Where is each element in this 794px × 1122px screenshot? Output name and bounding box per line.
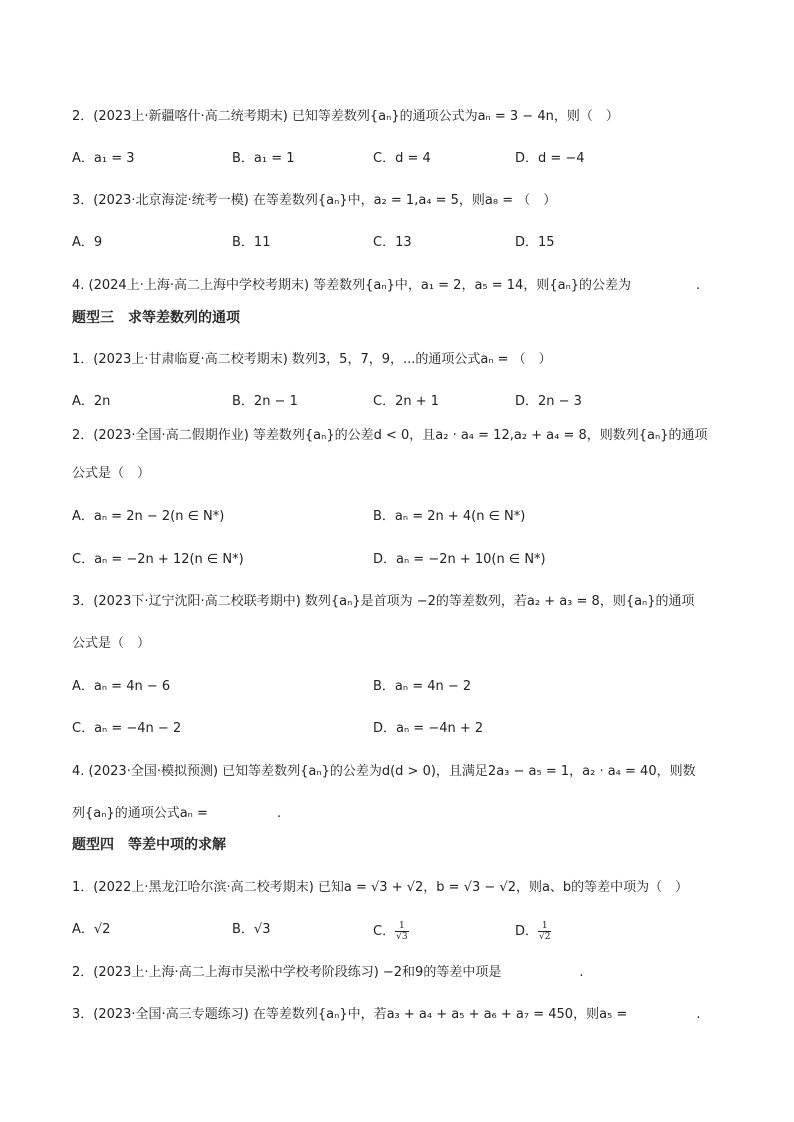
option-b[interactable]: B．a₁ = 1: [232, 151, 295, 166]
option-b[interactable]: D．aₙ = −2n + 10(n ∈ N*): [373, 552, 546, 567]
question-text: 2．(2023上·新疆喀什·高二统考期末) 已知等差数列{aₙ}的通项公式为aₙ = 3 − 4n，则（ ）: [72, 109, 619, 124]
option-a[interactable]: A．2n: [72, 394, 111, 409]
option-d[interactable]: D．d = −4: [515, 151, 585, 166]
option-a[interactable]: A．a₁ = 3: [72, 151, 135, 166]
question-text: 4. (2024上·上海·高二上海中学校考期末) 等差数列{aₙ}中，a₁ = 2，a₅ = 14，则{aₙ}的公差为 .: [72, 278, 701, 293]
option-c[interactable]: C．13: [373, 235, 412, 250]
option-a[interactable]: A．√2: [72, 922, 111, 937]
option-a[interactable]: C．aₙ = −4n − 2: [72, 721, 182, 736]
option-c[interactable]: C．d = 4: [373, 151, 431, 166]
question-text: 4. (2023·全国·模拟预测) 已知等差数列{aₙ}的公差为d(d > 0)，且满足2a₃ − a₅ = 1，a₂ · a₄ = 40，则数: [72, 764, 696, 779]
question-continuation: 公式是（ ）: [72, 636, 151, 651]
option-b[interactable]: B．2n − 1: [232, 394, 298, 409]
section-heading: 题型四 等差中项的求解: [72, 837, 226, 853]
fraction: $\frac{1}{√2}$: [539, 921, 551, 942]
option-d[interactable]: D．2n − 3: [515, 394, 582, 409]
option-c[interactable]: C． $\frac{1}{√3}$: [373, 921, 408, 942]
question-text: 1．(2022上·黑龙江哈尔滨·高二校考期末) 已知a = √3 + √2，b = √3 − √2，则a、b的等差中项为（ ）: [72, 880, 689, 895]
section-heading: 题型三 求等差数列的通项: [72, 310, 240, 326]
question-text: 3．(2023·全国·高三专题练习) 在等差数列{aₙ}中，若a₃ + a₄ + a₅ + a₆ + a₇ = 450，则a₅ = .: [72, 1007, 701, 1022]
question-text: 2．(2023·全国·高二假期作业) 等差数列{aₙ}的公差d < 0，且a₂ · a₄ = 12,a₂ + a₄ = 8，则数列{aₙ}的通项: [72, 428, 708, 443]
question-continuation: 公式是（ ）: [72, 466, 151, 481]
option-b[interactable]: B．aₙ = 2n + 4(n ∈ N*): [373, 509, 526, 524]
option-a[interactable]: A．9: [72, 235, 103, 250]
option-a[interactable]: C．aₙ = −2n + 12(n ∈ N*): [72, 552, 244, 567]
option-a[interactable]: A．aₙ = 4n − 6: [72, 679, 171, 694]
option-b[interactable]: B．aₙ = 4n − 2: [373, 679, 472, 694]
option-b[interactable]: D．aₙ = −4n + 2: [373, 721, 484, 736]
option-d[interactable]: D．15: [515, 235, 555, 250]
fraction: $\frac{1}{√3}$: [396, 921, 408, 942]
question-text: 3．(2023·北京海淀·统考一模) 在等差数列{aₙ}中，a₂ = 1,a₄ = 5，则a₈ = （ ）: [72, 193, 557, 208]
option-b[interactable]: B．√3: [232, 922, 271, 937]
option-d[interactable]: D． $\frac{1}{√2}$: [515, 921, 551, 942]
question-continuation: 列{aₙ}的通项公式aₙ = .: [72, 806, 282, 821]
question-text: 1．(2023上·甘肃临夏·高二校考期末) 数列3，5，7，9，...的通项公式aₙ = （ ）: [72, 352, 552, 367]
option-c[interactable]: C．2n + 1: [373, 394, 440, 409]
option-b[interactable]: B．11: [232, 235, 271, 250]
option-a[interactable]: A．aₙ = 2n − 2(n ∈ N*): [72, 509, 225, 524]
question-text: 2．(2023上·上海·高二上海市吴淞中学校考阶段练习) −2和9的等差中项是 .: [72, 965, 584, 980]
question-text: 3．(2023下·辽宁沈阳·高二校联考期中) 数列{aₙ}是首项为 −2的等差数列，若a₂ + a₃ = 8，则{aₙ}的通项: [72, 594, 695, 609]
